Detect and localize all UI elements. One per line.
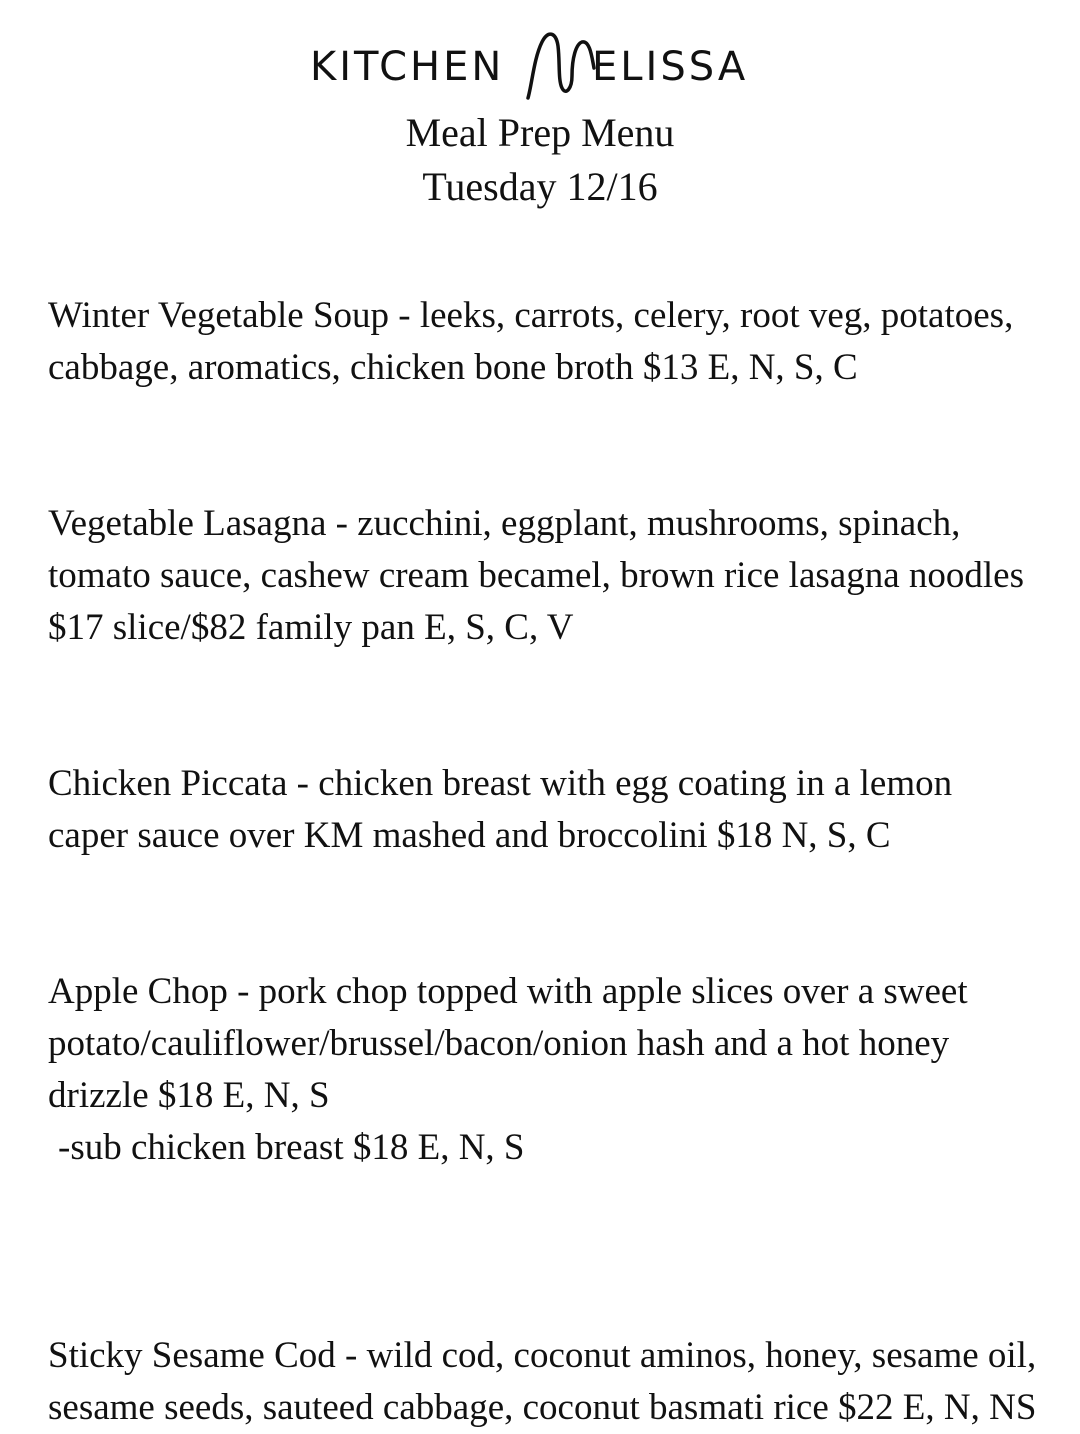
menu-item-chicken-piccata [48,706,1038,862]
logo-word-kitchen: KITCHEN [310,44,505,90]
menu-item-apple-chop [48,914,1038,1226]
menu-item-text: Chicken Piccata - chicken breast with egg coating in a lemon caper sauce over KM mashed and broccolini $18 N, S, C [48,763,953,856]
logo-word-elissa: ELISSA [592,44,749,90]
menu-item-sticky-sesame-cod [48,1278,1038,1434]
menu-item-text: Winter Vegetable Soup - leeks, carrots, celery, root veg, potatoes, cabbage, aromatics, chicken bone broth $13 E, N, S, C [48,295,1014,388]
menu-list [48,238,1038,1434]
menu-header [0,18,1080,214]
menu-item-winter-vegetable-soup [48,238,1038,394]
menu-item-text: Apple Chop - pork chop topped with apple slices over a sweet potato/cauliflower/brussel/bacon/onion hash and a hot honey drizzle $18 E, N, S [48,971,968,1116]
menu-date: Tuesday 12/16 [422,164,658,209]
menu-item-text: Sticky Sesame Cod - wild cod, coconut aminos, honey, sesame oil, sesame seeds, sauteed cabbage, coconut basmati rice $22 E, N, NS [48,1335,1037,1428]
kitchen-melissa-logo [310,18,770,106]
menu-item-vegetable-lasagna [48,446,1038,654]
menu-item-substitution-note: -sub chicken breast $18 E, N, S [58,1127,525,1168]
menu-title: Meal Prep Menu [405,110,675,155]
menu-item-text: Vegetable Lasagna - zucchini, eggplant, mushrooms, spinach, tomato sauce, cashew cream becamel, brown rice lasagna noodles $17 slice/$82 family pan E, S, C, V [48,503,1024,648]
